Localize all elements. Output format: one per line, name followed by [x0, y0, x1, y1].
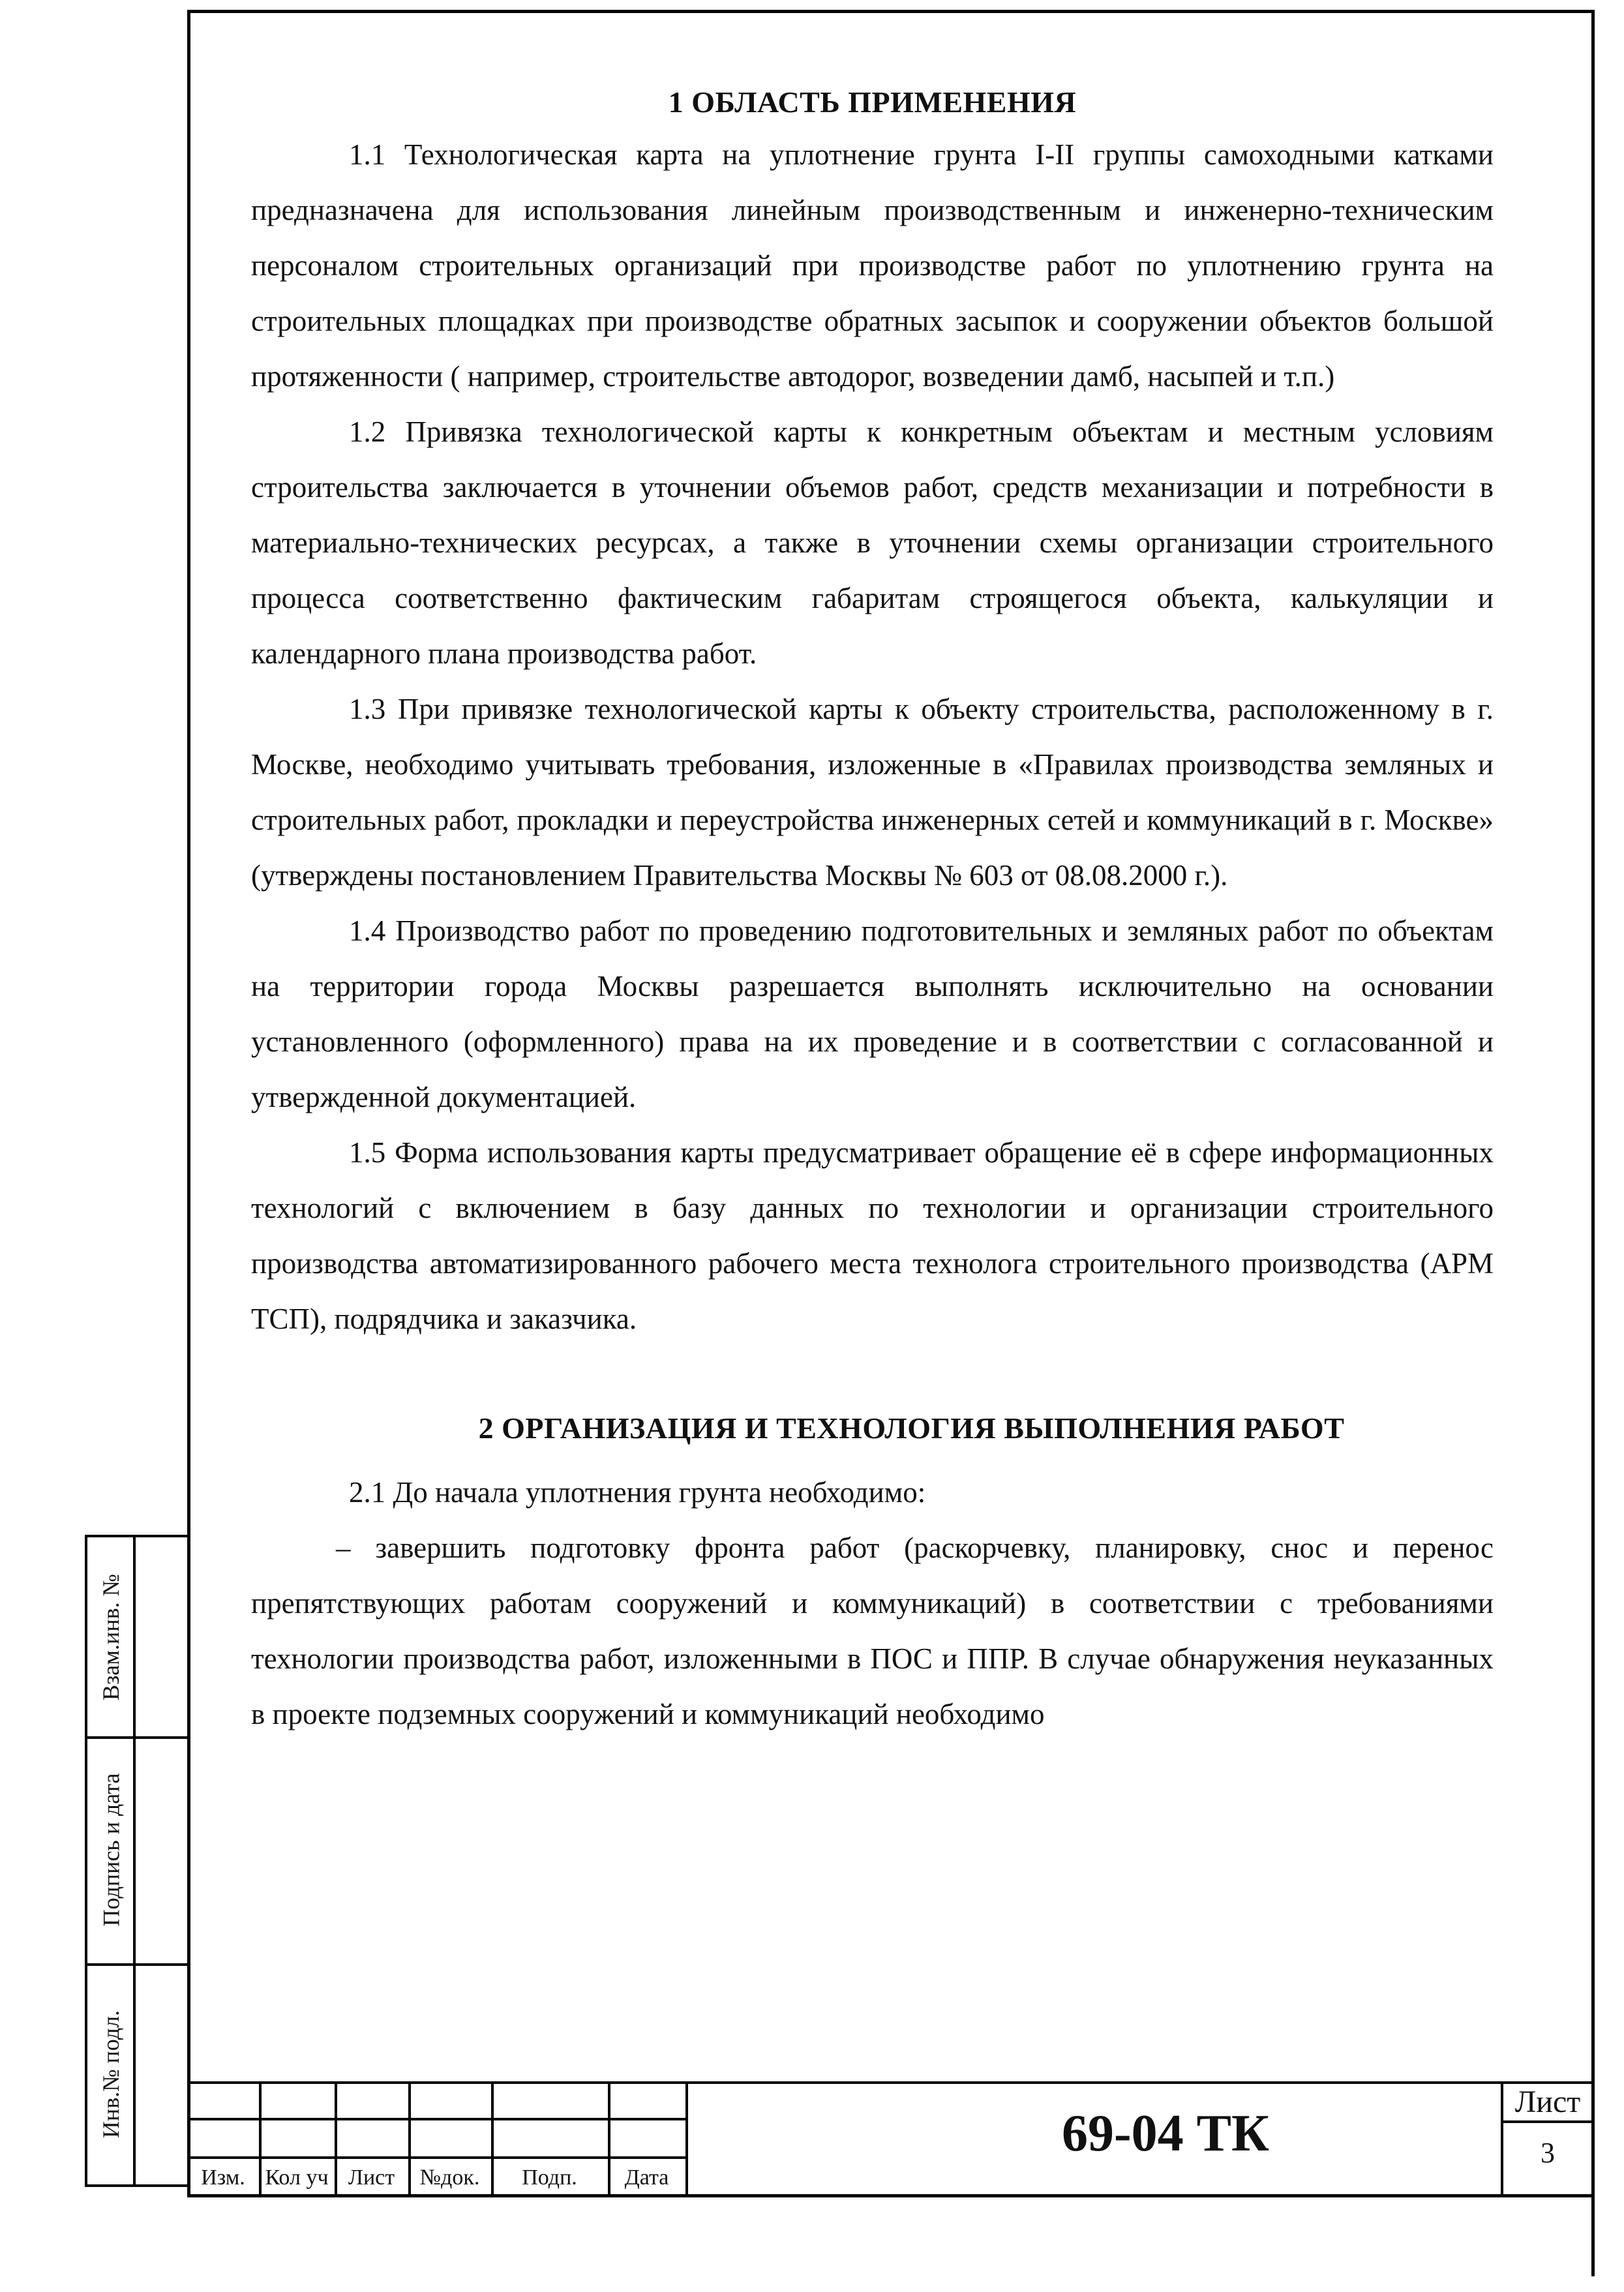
paragraph-1-1: 1.1 Технологическая карта на уплотнение грунта I-II группы самоходными катками предназначена для использования линейным производственным и инженерно-техническим персоналом строительных организаций при производстве работ по уплотнению грунта на строительных площадках при производстве обратных засыпок и сооружении объектов большой протяженности ( например, строительстве автодорог, возведении дамб, насыпей и т.п.): [251, 138, 1494, 393]
col-kol-uch: Кол уч: [265, 2165, 329, 2190]
title-block-row-line: [187, 2118, 685, 2120]
sheet-box-divider: [1501, 2120, 1595, 2123]
paragraph-2-1-item: – завершить подготовку фронта работ (раскорчевку, планировку, снос и перенос препятствующих работам сооружений и коммуникаций) в соответствии с требованиями технологии производства работ, изложенными в ПОС и ППР. В случае обнаружения неуказанных в проекте подземных сооружений и коммуникаций необходимо: [251, 1531, 1494, 1730]
title-block-top-line: [187, 2081, 1595, 2084]
paragraph-1-4: 1.4 Производство работ по проведению подготовительных и земляных работ по объектам на территории города Москвы разрешается выполнять исключительно на основании установленного (оформленного) права на их проведение и в соответствии с согласованной и утвержденной документацией.: [251, 914, 1494, 1113]
vzam-inv-label: Взам.инв. №: [98, 1573, 124, 1700]
paragraph-2-1: 2.1 До начала уплотнения грунта необходимо:: [349, 1476, 926, 1509]
inv-podl-label-cell: [91, 1963, 130, 2185]
side-stamp-divider: [133, 1537, 136, 2184]
frame-edge: [1591, 2192, 1595, 2276]
paragraph-1-5: 1.5 Форма использования карты предусматривает обращение её в сфере информационных технологий с включением в базу данных по технологии и организации строительного производства автоматизированного рабочего места технолога строительного производства (АРМ ТСП), подрядчика и заказчика.: [251, 1136, 1494, 1335]
title-block-row-line: [187, 2156, 685, 2159]
sheet-number: 3: [1541, 2137, 1555, 2169]
vzam-inv-label-cell: [91, 1537, 130, 1736]
signature-date-label: Подпись и дата: [98, 1773, 125, 1927]
inv-podl-label: Инв.№ подл.: [98, 2010, 124, 2139]
paragraph-1-3: 1.3 При привязке технологической карты к объекту строительства, расположенному в г. Москве, необходимо учитывать требования, изложенные в «Правилах производства земляных и строительных работ, прокладки и переустройства инженерных сетей и коммуникаций в г. Москве» (утверждены постановлением Правительства Москвы № 603 от 08.08.2000 г.).: [251, 693, 1494, 892]
signature-date-label-cell: [91, 1736, 130, 1963]
document-body: [251, 78, 1494, 1742]
col-ndok: №док.: [419, 2165, 480, 2190]
col-izm: Изм.: [201, 2165, 245, 2190]
section-2-title: 2 ОРГАНИЗАЦИЯ И ТЕХНОЛОГИЯ ВЫПОЛНЕНИЯ РАБОТ: [478, 1411, 1345, 1445]
title-block-col-line: [685, 2081, 688, 2197]
paragraph-1-2: 1.2 Привязка технологической карты к конкретным объектам и местным условиям строительства заключается в уточнении объемов работ, средств механизации и потребности в материально-технических ресурсах, а также в уточнении схемы организации строительного процесса соответственно фактическим габаритам строящегося объекта, калькуляции и календарного плана производства работ.: [251, 415, 1494, 670]
side-stamp: [85, 1535, 187, 2187]
col-data: Дата: [624, 2165, 669, 2190]
document-code: 69-04 ТК: [1061, 2105, 1269, 2162]
col-podp: Подп.: [522, 2165, 577, 2190]
title-block: [187, 2081, 1595, 2197]
sheet-label: Лист: [1514, 2085, 1581, 2119]
col-list: Лист: [348, 2165, 395, 2190]
section-1-title: 1 ОБЛАСТЬ ПРИМЕНЕНИЯ: [668, 85, 1077, 119]
